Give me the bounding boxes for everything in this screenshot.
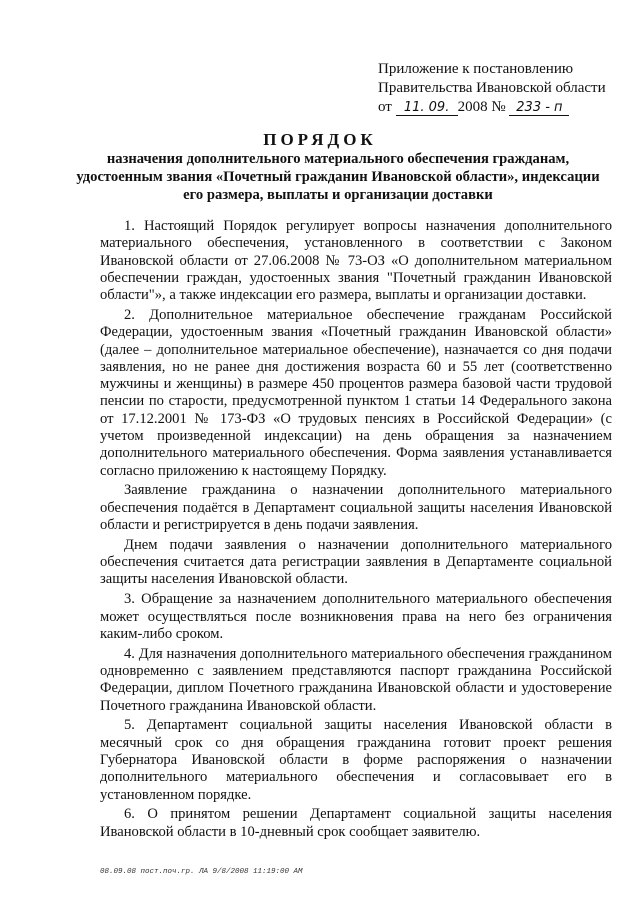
paragraph: 2. Дополнительное материальное обеспечение гражданам Российской Федерации, удостоенным звания «Почетный гражданин Ивановской области» (далее – дополнительное материальное обеспечение), назначается со дня подачи заявления, но не ранее дня достижения возраста 60 и 55 лет (соответственно мужчины и женщины) в размере 450 процентов размера базовой части трудовой пенсии по старости, предусмотренной пунктом 1 статьи 14 Федерального закона от 17.12.2001 № 173-ФЗ «О трудовых пенсиях в Российской Федерации» (с учетом произведенной индексации) на день обращения за назначением дополнительного материального обеспечения. Форма заявления устанавливается согласно приложению к настоящему Порядку. — [100, 306, 612, 479]
document-subtitle: назначения дополнительного материального обеспечения гражданам, удостоенным звания «Почетный гражданин Ивановской области», индексации его размера, выплаты и организации доставки — [76, 151, 600, 203]
header-line-3 — [378, 98, 618, 117]
paragraph: Днем подачи заявления о назначении дополнительного материального обеспечения считается дата регистрации заявления в Департаменте социальной защиты населения Ивановской области. — [100, 536, 612, 588]
header-line-1: Приложение к постановлению — [378, 61, 574, 77]
header-prefix: от — [378, 99, 392, 115]
document-title: ПОРЯДОК — [263, 130, 377, 149]
paragraph: 5. Департамент социальной защиты населения Ивановской области в месячный срок со дня обращения гражданина готовит проект решения Губернатора Ивановской области в форме распоряжения о назначении дополнительного материального обеспечения и согласовывает его в установленном порядке. — [100, 717, 612, 803]
handwritten-date: 11. 09. — [396, 100, 458, 116]
file-footer: 08.09.08 пост.поч.гр. ЛА 9/8/2008 11:19:00 AM — [100, 868, 303, 876]
paragraph: 6. О принятом решении Департамент социальной защиты населения Ивановской области в 10-дневный срок сообщает заявителю. — [100, 806, 612, 840]
document-body — [100, 218, 612, 843]
paragraph: Заявление гражданина о назначении дополнительного материального обеспечения подаётся в Департамент социальной защиты населения Ивановской области и регистрируется в день подачи заявления. — [100, 482, 612, 534]
handwritten-number: 233 - п — [509, 100, 569, 116]
paragraph: 4. Для назначения дополнительного материального обеспечения гражданином одновременно с заявлением представляются паспорт гражданина Российской Федерации, диплом Почетного гражданина Ивановской области и удостоверение Почетного гражданина Ивановской области. — [100, 645, 612, 714]
paragraph: 1. Настоящий Порядок регулирует вопросы назначения дополнительного материального обеспечения, установленного в соответствии с Законом Ивановской области от 27.06.2008 № 73-ОЗ «О дополнительном материальном обеспечении граждан, удостоенных звания "Почетный гражданин Ивановской области"», а также индексации его размера, выплаты и организации доставки. — [100, 218, 612, 304]
header-line-2: Правительства Ивановской области — [378, 80, 606, 96]
attachment-header — [378, 60, 618, 117]
paragraph: 3. Обращение за назначением дополнительного материального обеспечения может осуществляться после возникновения права на него без ограничения каким-либо сроком. — [100, 591, 612, 642]
header-year-number: 2008 № — [457, 99, 506, 115]
